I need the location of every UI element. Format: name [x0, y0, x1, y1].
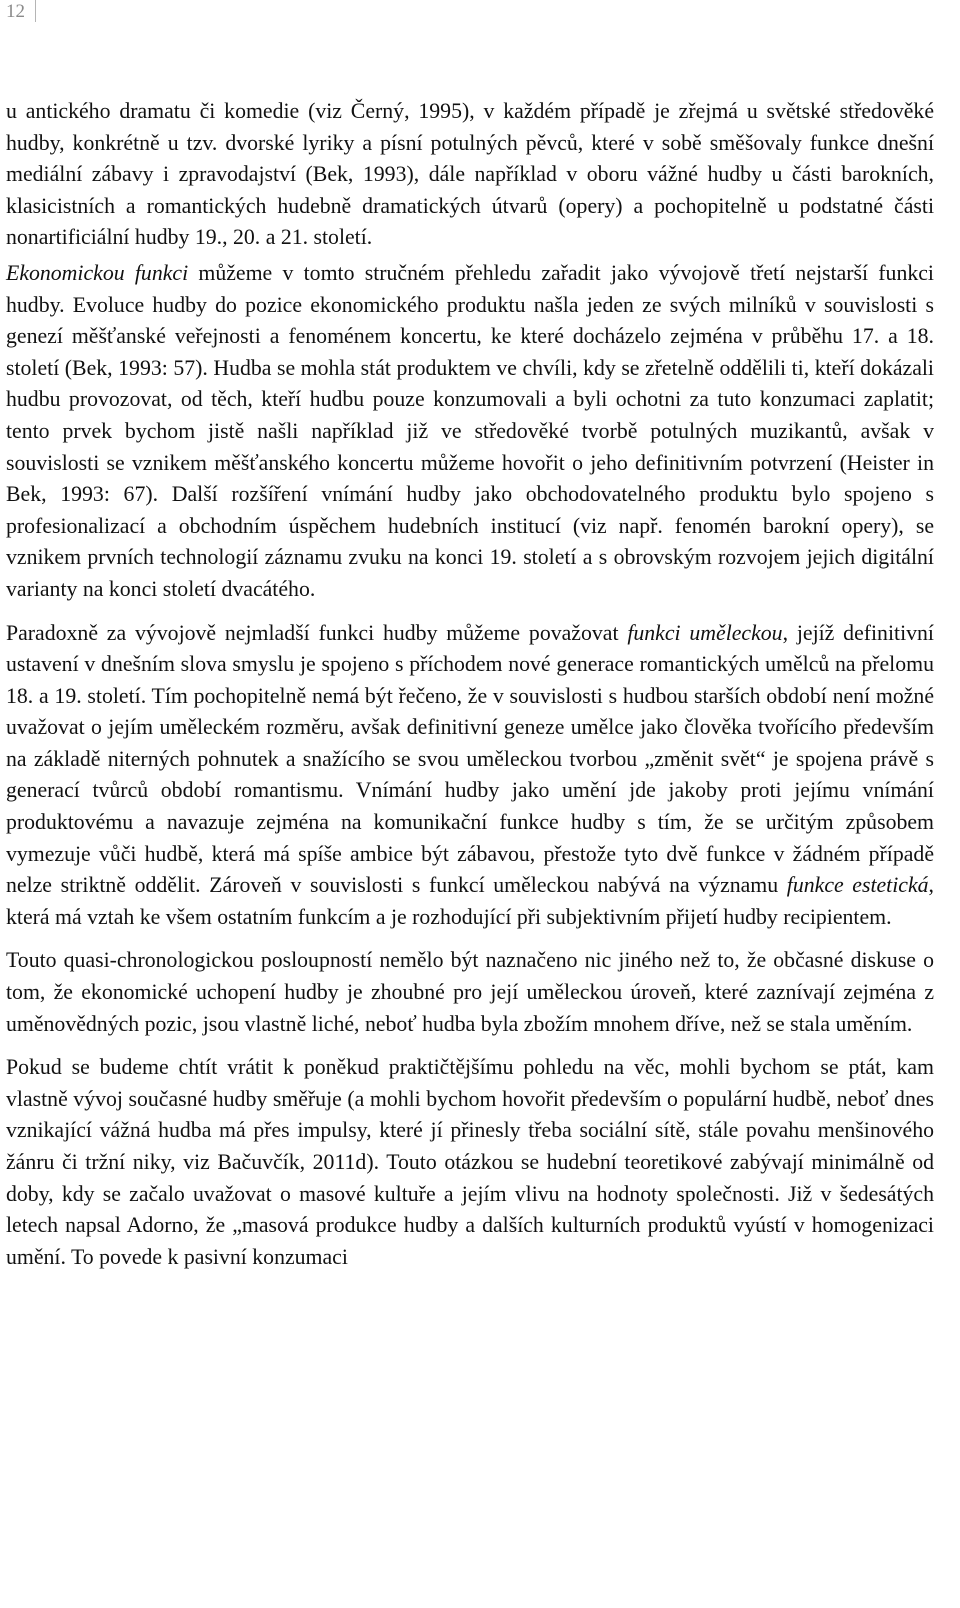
paragraph-1 [6, 96, 934, 254]
emphasized-term: funkce estetická [786, 873, 929, 898]
paragraph-text: , která má vztah ke všem ostatním funkcím a je rozhodující při subjektivním přijetí hudby recipientem. [6, 873, 934, 929]
page-number: 12 [6, 1, 25, 22]
paragraph-text: , jejíž definitivní ustavení v dnešním slova smyslu je spojeno s příchodem nové generace romantických umělců na přelomu 18. a 19. století. Tím pochopitelně nemá být řečeno, že v souvislosti s hudbou starších období není možné uvažovat o jejím uměleckém rozměru, avšak definitivní geneze umělce jako člověka tvořícího především na základě niterných pohnutek a snažícího se svou uměleckou tvorbou „změnit svět“ je spojena právě s generací tvůrců období romantismu. Vnímání hudby jako umění jde jakoby proti jejímu vnímání produktovému a navazuje zejména na komunikační funkce hudby s tím, že se určitým způsobem vymezuje vůči hudbě, která má spíše ambice být zábavou, přestože tyto dvě funkce v žádném případě nelze striktně oddělit. Zároveň v souvislosti s funkcí uměleckou nabývá na významu [6, 620, 934, 898]
header-divider [35, 0, 36, 22]
paragraph-text: Paradoxně za vývojově nejmladší funkci hudby můžeme považovat [6, 620, 628, 645]
page-header [6, 0, 36, 24]
document-body [6, 96, 934, 1273]
paragraph-text: Touto quasi-chronologickou posloupností nemělo být naznačeno nic jiného než to, že občasné diskuse o tom, že ekonomické uchopení hudby je zhoubné pro její uměleckou úroveň, které zaznívají zejména z uměnovědných pozic, jsou vlastně liché, neboť hudba byla zbožím mnohem dříve, než se stala uměním. [6, 948, 934, 1036]
paragraph-text: u antického dramatu či komedie (viz Černý, 1995), v každém případě je zřejmá u světské středověké hudby, konkrétně u tzv. dvorské lyriky a písní potulných pěvců, které v sobě směšovaly funkce dnešní mediální zábavy i zpravodajství (Bek, 1993), dále například v oboru vážné hudby u části barokních, klasicistních a romantických hudebně dramatických útvarů (opery) a pochopitelně u podstatné části nonartificiální hudby 19., 20. a 21. století. [6, 99, 934, 250]
paragraph-2 [6, 258, 934, 606]
paragraph-3 [6, 618, 934, 934]
paragraph-text: můžeme v tomto stručném přehledu zařadit jako vývojově třetí nejstarší funkci hudby. Evoluce hudby do pozice ekonomického produktu našla jeden ze svých milníků v souvislosti s genezí měšťanské veřejnosti a fenoménem koncertu, ke které docházelo zejména v průběhu 17. a 18. století (Bek, 1993: 57). Hudba se mohla stát produktem ve chvíli, kdy se zřetelně oddělili ti, kteří dokázali hudbu provozovat, od těch, kteří hudbu pouze konzumovali a byli ochotni za tuto konzumaci zaplatit; tento prvek bychom jistě našli například již ve středověké tvorbě potulných muzikantů, avšak v souvislosti se vznikem měšťanského koncertu můžeme hovořit o jeho definitivním potvrzení (Heister in Bek, 1993: 67). Další rozšíření vnímání hudby jako obchodovatelného produktu bylo spojeno s profesionalizací a obchodním úspěchem hudebních institucí (viz např. fenomén barokní opery), se vznikem prvních technologií záznamu zvuku na konci 19. století a s obrovským rozvojem jejich digitální varianty na konci století dvacátého. [6, 260, 934, 601]
paragraph-5 [6, 1052, 934, 1273]
emphasized-term: funkci uměleckou [627, 620, 783, 645]
emphasized-term: Ekonomickou funkci [6, 260, 189, 285]
paragraph-text: Pokud se budeme chtít vrátit k poněkud praktičtějšímu pohledu na věc, mohli bychom se ptát, kam vlastně vývoj současné hudby směřuje (a mohli bychom hovořit především o populární hudbě, neboť dnes vznikající vážná hudba má přes impulsy, které jí přinesly třeba sociální sítě, stále povahu menšinového žánru či tržní niky, viz Bačuvčík, 2011d). Touto otázkou se hudební teoretikové zabývají minimálně od doby, kdy se začalo uvažovat o masové kultuře a jejím vlivu na hodnoty společnosti. Již v šedesátých letech napsal Adorno, že „masová produkce hudby a dalších kulturních produktů vyústí v homogenizaci umění. To povede k pasivní konzumaci [6, 1055, 934, 1269]
paragraph-4 [6, 945, 934, 1040]
